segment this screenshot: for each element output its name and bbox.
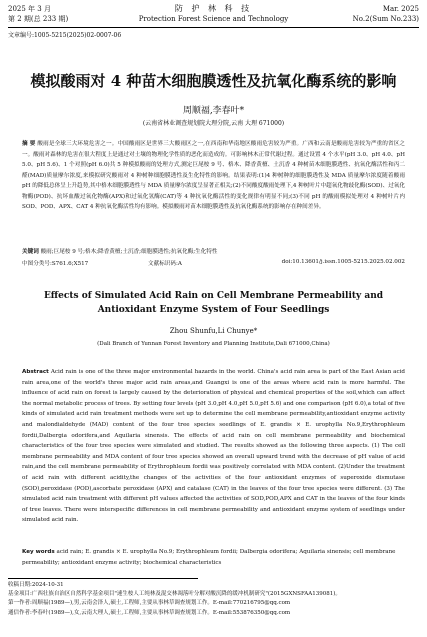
abstract-cn-label: 摘 要 xyxy=(22,141,36,147)
journal-title-en: Protection Forest Science and Technology xyxy=(138,15,289,23)
journal-issue-en: No.2(Sum No.233) xyxy=(352,15,419,23)
affiliation-en: (Dali Branch of Yunnan Forest Inventory and Planning Institute,Dali 671000,China) xyxy=(97,341,330,347)
footnotes xyxy=(8,581,419,618)
journal-title-cn: 防 护 林 科 技 xyxy=(174,4,253,13)
classification-line xyxy=(22,259,405,269)
footnote-rule xyxy=(8,578,198,579)
first-author: 第一作者:周顺福(1989—),男,云南会泽人,硕士,工程师,主要从事林草调查规划工作。E-mail:770216795@qq.com xyxy=(8,600,291,607)
received-date: 收稿日期:2024-10-31 xyxy=(8,582,64,588)
keywords-cn xyxy=(22,247,405,257)
document-code: 文献标识码:A xyxy=(148,261,182,267)
keywords-en xyxy=(22,547,405,568)
abstract-en-label: Abstract xyxy=(22,369,49,375)
keywords-cn-text: 酸雨;巨尾桉 9 号;格木;降香黄檀;土沉香;细胞膜透性;抗氧化酶;生化特性 xyxy=(40,249,218,255)
journal-issue: 第 2 期(总 233 期) xyxy=(8,15,69,23)
journal-date-en: Mar. 2025 xyxy=(382,5,419,13)
header-right xyxy=(353,4,419,24)
abstract-en xyxy=(22,367,405,526)
journal-date: 2025 年 3 月 xyxy=(8,5,51,13)
clc-number: 中图分类号:S761.6;X517 xyxy=(22,261,89,267)
affiliation-cn: (云南省林业调查规划院大理分院,云南 大理 671000) xyxy=(142,120,285,127)
keywords-en-text: acid rain; E. grandis × E. urophylla No.9; Erythrophleum fordii; Dalbergia odorifera; Aquilaria sinensis; cell membrane permeability; antioxidant enzyme activity; biochemical characteristics xyxy=(22,549,396,566)
keywords-en-label: Key words xyxy=(22,549,55,555)
authors-en: Zhou Shunfu,Li Chunye* xyxy=(169,327,258,335)
fund-project: 基金项目:广西壮族自治区自然科学基金项目"速生桉人工纯林及混交林凋落叶分解对酸沉降的缓冲机制研究"(2015GXNSFAA139081)。 xyxy=(8,591,341,598)
keywords-cn-label: 关键词 xyxy=(22,249,39,255)
abstract-cn-text: 酸雨是全球三大环境危害之一。中国酸雨区是世界三大酸雨区之一,在西南和华南地区酸雨危害较为严重。广西和云南是酸雨危害较为严重的省区之一。酸雨对森林的危害在很大程度上是通过对土壤的物理化学性质的恶化而造成的。可影响林木正常代谢过程。通过设置 4 个水平(pH 3.0、pH 4.0、pH 5.0、pH 5.6)、1 个对照(pH 6.0)共 5 种模拟酸雨的处理方式,测定巨尾桉 9 号、格木、降香黄檀、土沉香 4 种树苗木细胞膜透性、抗氧化酶活性和丙二醛(MAD)质量摩尔浓度,来模拟研究酸雨对 4 种树种细胞膜透性及生化特性的影响。结果表明:(1)4 种树种的细胞膜透性及 MDA 质量摩尔浓度随着酸雨 pH 的降低总体呈上升趋势,其中格木细胞膜透性与 MDA 质量摩尔浓度呈显著正相关;(2)不同酸度酸雨处理下,4 种树叶片中超氧化物歧化酶(SOD)、过氧化物酶(POD)、抗坏血酸过氧化物酶(APX)和过氧化氢酶(CAT)等 4 种抗氧化酶活性的变化规律有明显不同;(3)不同 pH 的酸雨模拟处理对 4 种树叶片内 SOD、POD、APX、CAT 4 种抗氧化酶活性均有影响。模拟酸雨对苗木细胞膜透性及抗氧化酶系统的影响存在种间差异。 xyxy=(22,141,406,210)
abstract-cn xyxy=(22,139,405,213)
title-en: Effects of Simulated Acid Rain on Cell Membrane Permeability and Antioxidant Enzyme System of Four Seedlings xyxy=(43,291,384,315)
abstract-en-text: Acid rain is one of the three major environmental hazards in the world. China's acid rain area is part of the East Asian acid rain area,one of the world's three major acid rain areas,and Guangxi is one of the areas where acid rain is more harmful. The influence of acid rain on forest is largely caused by the deterioration of physical and chemical properties of the soil,which can affect the normal metabolic process of trees. By setting four levels (pH 3.0,pH 4.0,pH 5.0,pH 5.6) and one comparison (pH 6.0),a total of five kinds of simulated acid rain treatment methods were set up to determine the cell membrane permeability,antioxidant enzyme activity and malondialdehyde (MAD) content of the four tree species seedlings of E. grandis × E. urophylla No.9,Erythrophleum fordii,Dalbergia odorifera,and Aquilaria sinensis. The effects of acid rain on cell membrane permeability and biochemical characteristics of the four tree species were simulated and studied. The results showed as the following three aspects. (1) The cell membrane permeability and MDA content of four tree species showed an overall upward trend with the decrease of pH value of acid rain,and the cell membrane permeability of Erythrophleum fordii was positively correlated with MDA content. (2)Under the treatment of acid rain with different acidity,the changes of the activities of the four antioxidant enzymes of superoxide dismutase (SOD),peroxidase (POD),ascorbate peroxidase (APX) and catalase (CAT) in the leaves of the four tree species were different. (3) The simulated acid rain treatment with different pH values affected the activities of SOD,POD,APX and CAT in the leaves of the four kinds of tree leaves. There were interspecific differences in cell membrane permeability and antioxidant enzyme system of seedlings under simulated acid rain. xyxy=(22,369,405,524)
authors-cn: 周顺福,李春叶* xyxy=(182,106,245,116)
title-cn: 模拟酸雨对 4 种苗木细胞膜透性及抗氧化酶系统的影响 xyxy=(30,72,397,90)
corresponding-author: 通信作者:李春叶(1989—),女,云南大理人,硕士,工程师,主要从事林草调查规划工作。E-mail:553876350@qq.com xyxy=(8,609,291,616)
header-rule xyxy=(8,27,419,28)
doi: doi:10.13601/j.issn.1005-5215.2025.02.002 xyxy=(281,259,405,265)
article-number: 文章编号:1005-5215(2025)02-0007-06 xyxy=(8,32,122,39)
